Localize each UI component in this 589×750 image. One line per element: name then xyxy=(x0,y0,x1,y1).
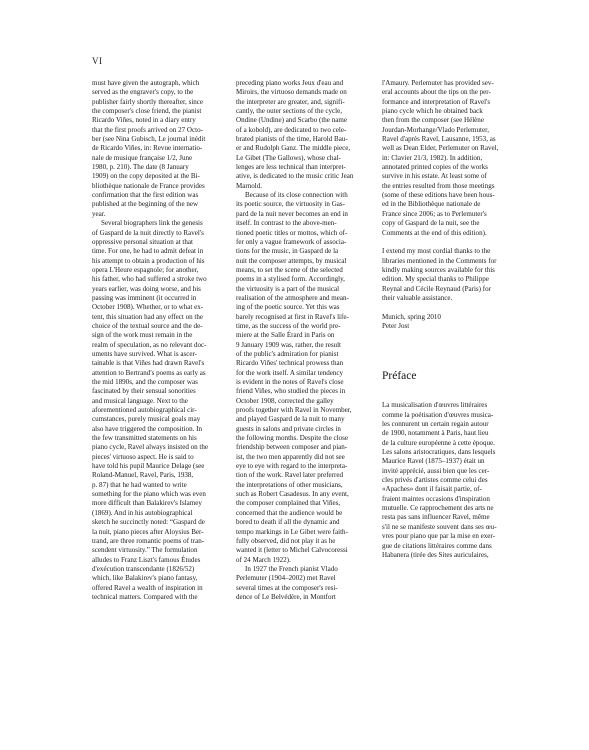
text-line: ist, the two men apparently did not see xyxy=(236,452,345,461)
text-line: poems in a stylised form. Accordingly, xyxy=(236,275,345,284)
text-line: friendship between composer and pian- xyxy=(236,443,348,452)
text-line: pieces' virtuoso aspect. He is said to xyxy=(92,452,194,461)
text-line: l'Amaury. Perlemuter has provided sev- xyxy=(382,79,494,87)
text-line: s'il ne se manifeste souvent dans ses œu- xyxy=(382,522,497,531)
text-line: their valuable assistance. xyxy=(382,293,453,302)
text-line: tainable is that Viñes had drawn Ravel's xyxy=(92,359,205,368)
text-line: such as Robert Casadesus. In any event, xyxy=(236,490,349,499)
text-line: its poetic source, the virtuosity in Gas- xyxy=(236,200,346,209)
text-line: Because of its close connection with xyxy=(245,191,348,200)
text-line: ative, is dedicated to the music critic Jean xyxy=(236,172,354,181)
paragraph-gap xyxy=(382,238,514,247)
text-line: survive in his estate. At least some of xyxy=(382,172,487,181)
text-line: the interpretations of other musicians, xyxy=(236,480,343,489)
text-line: ed in the Bibliothèque nationale de xyxy=(382,200,481,209)
text-line: nale de musique française 1/2, June xyxy=(92,153,193,162)
text-line: cles privés d'artistes comme celui des xyxy=(382,476,488,485)
text-line: cantly, the outer sections of the cycle, xyxy=(236,107,342,116)
text-line: Jourdan-Morhange/Vlado Perlemuter, xyxy=(382,125,489,134)
text-line: something for the piano which was even xyxy=(92,490,206,499)
text-line: which, like Balakirev's piano fantasy, xyxy=(92,574,198,583)
text-line: formance and interpretation of Ravel's xyxy=(382,97,491,106)
text-line: more difficult than Balakirev's Islamey xyxy=(92,499,202,508)
text-line: kindly making sources available for this xyxy=(382,265,495,274)
text-line: ing of the poetic source. Yet this was xyxy=(236,303,340,312)
text-line: barely recognised at first in Ravel's life- xyxy=(236,312,349,321)
text-line: oppressive personal situation at that xyxy=(92,237,193,246)
text-line: that the first proofs arrived on 27 Octo- xyxy=(92,125,203,134)
text-line: Habanera (tirée des Sites auriculaires, xyxy=(382,550,489,559)
text-line: cumstances, purely musical goals may xyxy=(92,415,201,424)
text-line: the following months. Despite the close xyxy=(236,434,348,443)
text-line: served as the engraver's copy, to the xyxy=(92,88,194,97)
page-number: VI xyxy=(92,56,103,66)
signature-place-date: Munich, spring 2010 xyxy=(382,312,441,321)
text-line: the virtuosity is a part of the musical xyxy=(236,284,340,293)
paragraph-gap xyxy=(382,359,514,368)
text-line: fascinated by their sensual sonorities xyxy=(92,387,196,396)
text-line: France since 2006; as to Perlemuter's xyxy=(382,209,487,218)
text-line: trand, are three romantic poems of tran- xyxy=(92,536,205,545)
text-column-3 xyxy=(382,79,514,560)
text-line: de la culture européenne à cette époque. xyxy=(382,438,495,447)
text-line: de Ricardo Viñes, in: Revue internatio- xyxy=(92,144,203,153)
text-line: Several biographers link the genesis xyxy=(101,219,203,228)
text-line: edition. My special thanks to Philippe xyxy=(382,275,489,284)
text-column-2 xyxy=(236,79,368,602)
text-line: In 1927 the French pianist Vlado xyxy=(245,564,338,573)
text-line: tions for the music, in Gaspard de la xyxy=(236,247,339,256)
text-line: sketch he succinctly noted: “Gaspard de xyxy=(92,518,205,527)
text-line: de 1900, notamment à Paris, haut lieu xyxy=(382,429,489,438)
text-line: several times at the composer's resi- xyxy=(236,583,338,592)
text-line: passing was imminent (it occurred in xyxy=(92,293,197,302)
text-line: ber (see Nina Gubisch, Le journal inédit xyxy=(92,135,206,144)
text-line: gue de citations littéraires comme dans xyxy=(382,541,492,550)
text-line: 1909) on the copy deposited at the Bi- xyxy=(92,172,200,181)
text-line: Ravel d'après Ravel, Lausanne, 1953, as xyxy=(382,135,496,144)
text-line: the interpreter are greater, and, signifi- xyxy=(236,97,345,106)
text-line: October 1908, corrected the galley xyxy=(236,396,334,405)
text-line: piano cycle which he obtained back xyxy=(382,107,483,116)
text-line: and played Gaspard de la nuit to many xyxy=(236,415,345,424)
text-line: published at the beginning of the new xyxy=(92,200,199,209)
text-line: offered Ravel a wealth of inspiration in xyxy=(92,583,203,592)
text-line: confirmation that the first edition was xyxy=(92,191,199,200)
text-line: the mid 1890s, and the composer was xyxy=(92,378,198,386)
text-line: scendent virtuosity.” The formulation xyxy=(92,546,198,555)
text-line: pard de la nuit never becomes an end in xyxy=(236,209,348,218)
paragraph-gap xyxy=(382,350,514,359)
text-line: of a kobold), are dedicated to two cele- xyxy=(236,125,347,134)
text-line: tempo markings in Le Gibet were faith- xyxy=(236,527,348,536)
text-line: Ricardo Viñes' technical prowess than xyxy=(236,359,344,368)
text-line: realm of speculation, as no relevant doc- xyxy=(92,340,207,349)
text-line: is evident in the notes of Ravel's close xyxy=(236,378,344,386)
text-line: itself. In contrast to the above-men- xyxy=(236,219,337,228)
text-line: year. xyxy=(92,209,106,218)
text-line: er and Rudolph Ganz. The middle piece, xyxy=(236,144,351,153)
signature-author: Peter Jost xyxy=(382,321,410,330)
text-line: in: Clavier 21/3, 1982). In addition, xyxy=(382,153,483,162)
text-line: fully observed, did not play it as he xyxy=(236,536,336,545)
text-line: the composer's close friend, the pianist xyxy=(92,107,202,116)
text-line: Les salons aristocratiques, dans lesquels xyxy=(382,448,496,457)
text-line: then from the composer (see Hélène xyxy=(382,116,484,125)
text-line: uments have survived. What is ascer- xyxy=(92,349,198,358)
text-line: lenges are less technical than interpret- xyxy=(236,163,346,172)
text-line: tion of the work. Ravel later preferred xyxy=(236,471,344,480)
text-line: tioned poetic titles or mottos, which of- xyxy=(236,228,348,237)
text-line: have told his pupil Maurice Delage (see xyxy=(92,462,205,471)
text-line: the few transmitted statements on his xyxy=(92,434,197,443)
text-line: la nuit, piano pieces after Aloysius Ber- xyxy=(92,527,204,536)
text-line: miere at the Salle Érard in Paris on xyxy=(236,331,335,340)
text-line: concerned that the audience would be xyxy=(236,508,343,517)
text-line: wanted it (letter to Michel Calvocoressi xyxy=(236,546,348,555)
text-line: fraient maintes occasions d'inspiration xyxy=(382,494,490,503)
text-line: piano cycle, Ravel always insisted on the xyxy=(92,443,209,452)
text-line: proofs together with Ravel in November, xyxy=(236,406,352,415)
text-line: bliothèque nationale de France provides xyxy=(92,181,205,190)
text-line: choice of the textual source and the de- xyxy=(92,321,203,330)
text-line: of 24 March 1922). xyxy=(236,555,291,564)
text-line: tent, this situation had any effect on the xyxy=(92,312,204,321)
text-line: his attempt to obtain a production of his xyxy=(92,256,205,265)
text-line: and musical language. Next to the xyxy=(92,396,188,405)
text-line: time, as the success of the world pre- xyxy=(236,321,341,330)
text-line: resta pas sans influencer Ravel, même xyxy=(382,513,490,522)
text-line: Marnold. xyxy=(236,181,263,190)
text-line: Ondine (Undine) and Scarbo (the name xyxy=(236,116,347,125)
text-line: of the public's admiration for pianist xyxy=(236,349,339,358)
text-line: time. For one, he had to admit defeat in xyxy=(92,247,204,256)
text-line: d'exécution transcendante (1826/52) xyxy=(92,564,195,573)
text-line: comme la poétisation d'œuvres musica- xyxy=(382,410,494,419)
paragraph-gap xyxy=(382,392,514,401)
paragraph-gap xyxy=(382,303,514,312)
text-line: Comments at the end of this edition). xyxy=(382,228,487,237)
text-line: eye to eye with regard to the interpreta- xyxy=(236,462,348,471)
text-line: brated pianists of the time, Harold Bau- xyxy=(236,135,348,144)
text-line: his father, who had suffered a stroke two xyxy=(92,275,207,284)
text-line: attention to Bertrand's poems as early as xyxy=(92,368,206,377)
text-line: years earlier, was doing worse, and his xyxy=(92,284,201,293)
text-line: sign of the work must remain in the xyxy=(92,331,193,340)
text-line: (some of these editions have been hous- xyxy=(382,191,495,200)
text-line: Roland-Manuel, Ravel, Paris, 1938, xyxy=(92,471,194,480)
text-line: Ricardo Viñes, noted in a diary entry xyxy=(92,116,196,125)
text-line: friend Viñes, who studied the pieces in xyxy=(236,387,346,396)
text-line: Le Gibet (The Gallows), whose chal- xyxy=(236,153,341,162)
text-line: Maurice Ravel (1875–1937) était un xyxy=(382,457,485,466)
text-line: copy of Gaspard de la nuit, see the xyxy=(382,219,480,228)
text-line: 9 January 1909 was, rather, the result xyxy=(236,340,341,349)
text-line: «Apaches» dont il faisait partie, of- xyxy=(382,485,482,494)
text-line: opera L'Heure espagnole; for another, xyxy=(92,265,199,274)
text-line: les connurent un certain regain autour xyxy=(382,420,489,429)
text-line: La musicalisation d'œuvres littéraires xyxy=(382,401,488,410)
text-line: for the work itself. A similar tendency xyxy=(236,368,344,377)
text-line: eral accounts about the tips on the per- xyxy=(382,88,491,97)
text-line: must have given the autograph, which xyxy=(92,79,200,87)
text-line: the composer complained that Viñes, xyxy=(236,499,341,508)
text-line: Perlemuter (1904–2002) met Ravel xyxy=(236,574,336,583)
text-line: vres pour piano que par la mise en exer- xyxy=(382,532,495,541)
text-line: dence of Le Belvédère, in Montfort xyxy=(236,592,336,601)
text-line: bored to death if all the dynamic and xyxy=(236,518,340,527)
text-line: 1980, p. 210). The date (8 January xyxy=(92,163,189,172)
text-line: libraries mentioned in the Comments for xyxy=(382,256,497,265)
text-line: p. 87) that he had wanted to write xyxy=(92,480,187,489)
preface-heading: Préface xyxy=(382,369,417,382)
text-line: annotated printed copies of the works xyxy=(382,163,488,172)
text-line: realisation of the atmosphere and mean- xyxy=(236,293,349,302)
text-line: Miroirs, the virtuoso demands made on xyxy=(236,88,347,97)
text-line: mutuelle. Ce rapprochement des arts ne xyxy=(382,504,494,513)
text-line: nuit the composer attempts, by musical xyxy=(236,256,347,265)
text-line: means, to set the scene of the selected xyxy=(236,265,343,274)
text-line: guests in salons and private circles in xyxy=(236,424,341,433)
text-line: I extend my most cordial thanks to the xyxy=(382,247,491,256)
text-line: also have triggered the composition. In xyxy=(92,424,202,433)
text-line: well as Dean Elder, Perlemuter on Ravel, xyxy=(382,144,499,153)
paragraph-gap xyxy=(382,331,514,340)
text-line: aforementioned autobiographical cir- xyxy=(92,406,197,415)
paragraph-gap xyxy=(382,341,514,350)
paragraph-gap xyxy=(382,383,514,392)
text-line: of Gaspard de la nuit directly to Ravel's xyxy=(92,228,204,237)
text-line: alludes to Franz Liszt's famous Études xyxy=(92,555,201,564)
text-line: invité apprécié, aussi bien que les cer- xyxy=(382,466,490,475)
text-line: (1869). And in his autobiographical xyxy=(92,508,193,517)
text-line: preceding piano works Jeux d'eau and xyxy=(236,79,344,87)
text-line: the entries resulted from those meetings xyxy=(382,181,495,190)
text-line: October 1908). Whether, or to what ex- xyxy=(92,303,204,312)
text-column-1 xyxy=(92,79,224,602)
text-line: Reynal and Cécile Reynaud (Paris) for xyxy=(382,284,491,293)
text-line: publisher fairly shortly thereafter, since xyxy=(92,97,204,106)
text-line: technical matters. Compared with the xyxy=(92,592,198,601)
text-line: fer only a vague framework of associa- xyxy=(236,237,347,246)
